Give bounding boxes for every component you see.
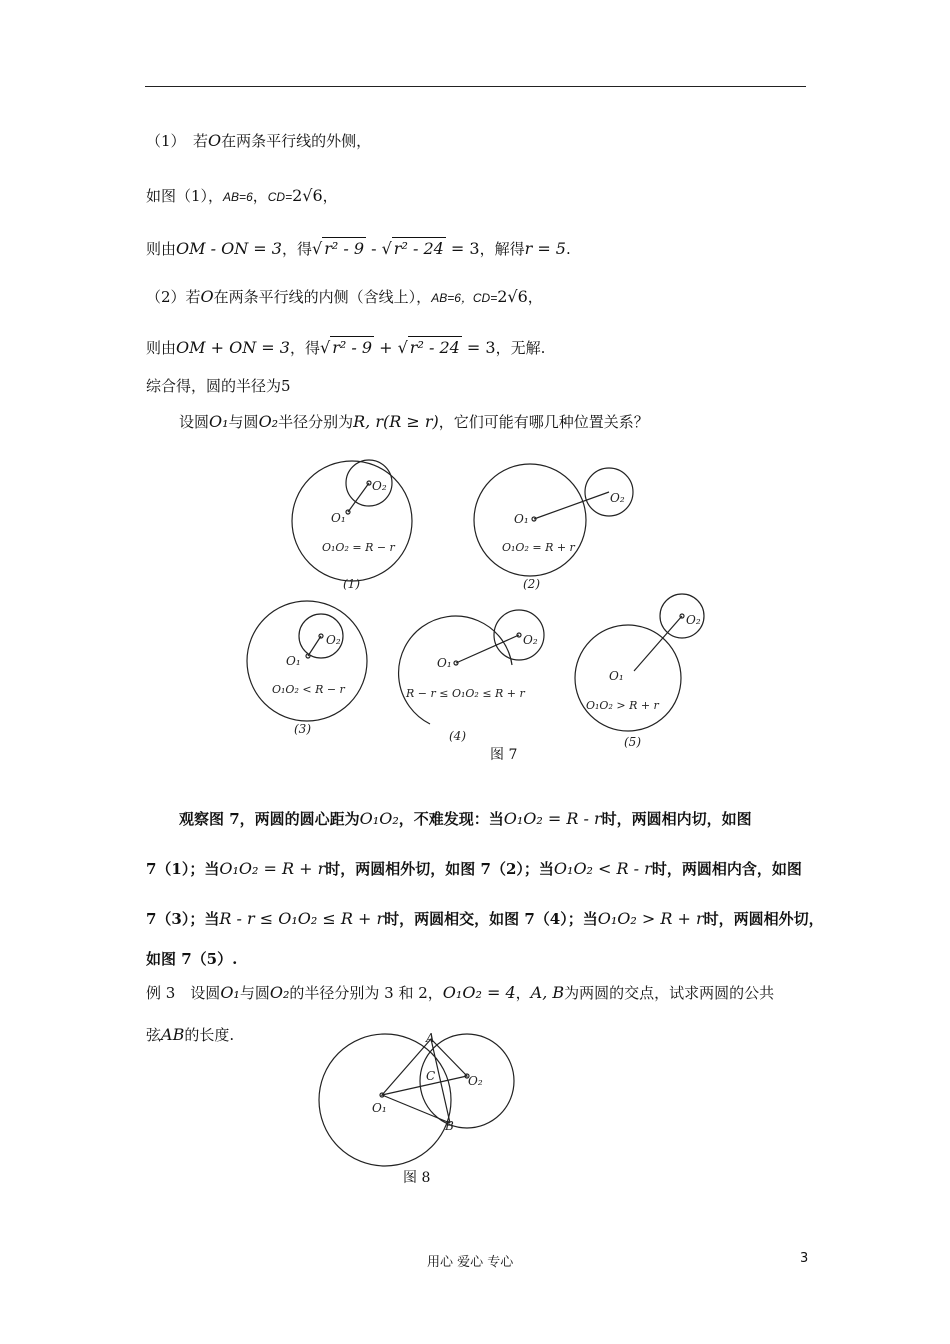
fig7-p5-big-circle: [575, 625, 681, 731]
fig7-p2-o2: O₂: [610, 491, 625, 505]
fig8-label-o2: O₂: [468, 1074, 483, 1088]
fig8-label-c: C: [426, 1069, 436, 1083]
conclusion-line: 综合得，圆的半径为5: [146, 377, 291, 395]
figure-8: [310, 1030, 530, 1170]
observation-line-2: 7（1）；当O₁O₂ = R + r时，两圆相外切，如图 7（2）；当O₁O₂ < R - r时，两圆相内含，如图: [146, 859, 802, 878]
fig7-p3-label: (3): [294, 722, 311, 736]
fig7-p5-relation: O₁O₂ > R + r: [586, 699, 659, 712]
fig7-p1-o2: O₂: [372, 479, 387, 493]
figure-8-caption: 图 8: [403, 1170, 431, 1186]
fig7-p1-o1: O₁: [331, 511, 346, 525]
fig7-p4-o2: O₂: [523, 633, 538, 647]
fig8-circle-o1: [319, 1034, 451, 1166]
fig7-p3-o1: O₁: [286, 654, 301, 668]
case1-line: （1） 若O在两条平行线的外侧，: [146, 131, 372, 150]
header-rule: [145, 86, 806, 87]
fig1-line: 如图（1），AB=6，CD=2√6，: [146, 186, 338, 205]
fig7-p3-relation: O₁O₂ < R − r: [272, 683, 345, 696]
fig7-p5-o2: O₂: [686, 613, 701, 627]
fig7-p5-o1: O₁: [609, 669, 624, 683]
figure-7: [240, 450, 720, 750]
fig7-p4-label: (4): [449, 729, 466, 743]
question-line: 设圆O₁与圆O₂半径分别为R, r(R ≥ r)，它们可能有哪几种位置关系？: [179, 412, 649, 431]
case2-solution: 则由OM + ON = 3，得√ r² - 9 + √ r² - 24 = 3，无解.: [146, 338, 546, 357]
fig7-p2-o1: O₁: [514, 512, 529, 526]
fig7-p1-big-circle: [292, 461, 412, 581]
fig7-p3-o2: O₂: [326, 633, 341, 647]
observation-line-1: 观察图 7，两圆的圆心距为O₁O₂，不难发现：当O₁O₂ = R - r时，两圆相内切，如图: [179, 809, 752, 828]
fig7-p2-relation: O₁O₂ = R + r: [502, 541, 575, 554]
figure-7-caption: 图 7: [490, 747, 518, 763]
fig7-p4-relation: R − r ≤ O₁O₂ ≤ R + r: [406, 687, 525, 700]
fig8-label-b: B: [445, 1119, 454, 1133]
fig7-p5-label: (5): [624, 735, 641, 749]
fig8-label-a: A: [426, 1031, 435, 1045]
observation-line-3: 7（3）；当R - r ≤ O₁O₂ ≤ R + r时，两圆相交，如图 7（4）；当O₁O₂ > R + r时，两圆相外切，: [146, 909, 824, 928]
fig7-p2-label: (2): [523, 577, 540, 591]
page-number: 3: [800, 1251, 809, 1266]
fig7-p4-o1: O₁: [437, 656, 452, 670]
fig7-p4-big-circle: [399, 616, 512, 724]
fig7-p1-label: (1): [343, 577, 360, 591]
fig8-label-o1: O₁: [372, 1101, 387, 1115]
footer-text: 用心 爱心 专心: [427, 1255, 514, 1270]
case2-line: （2）若O在两条平行线的内侧（含线上），AB=6，CD=2√6，: [146, 287, 543, 306]
fig7-p2-big-circle: [474, 464, 586, 576]
fig7-p1-relation: O₁O₂ = R − r: [322, 541, 395, 554]
example3-line-2: 弦AB的长度.: [146, 1025, 235, 1044]
observation-line-4: 如图 7（5）.: [146, 950, 238, 968]
example3-line-1: 例 3 设圆O₁与圆O₂的半径分别为 3 和 2，O₁O₂ = 4，A, B为两圆的交点，试求两圆的公共: [146, 983, 775, 1002]
case1-solution: 则由OM - ON = 3，得√ r² - 9 - √ r² - 24 = 3，解得r = 5.: [146, 239, 571, 258]
